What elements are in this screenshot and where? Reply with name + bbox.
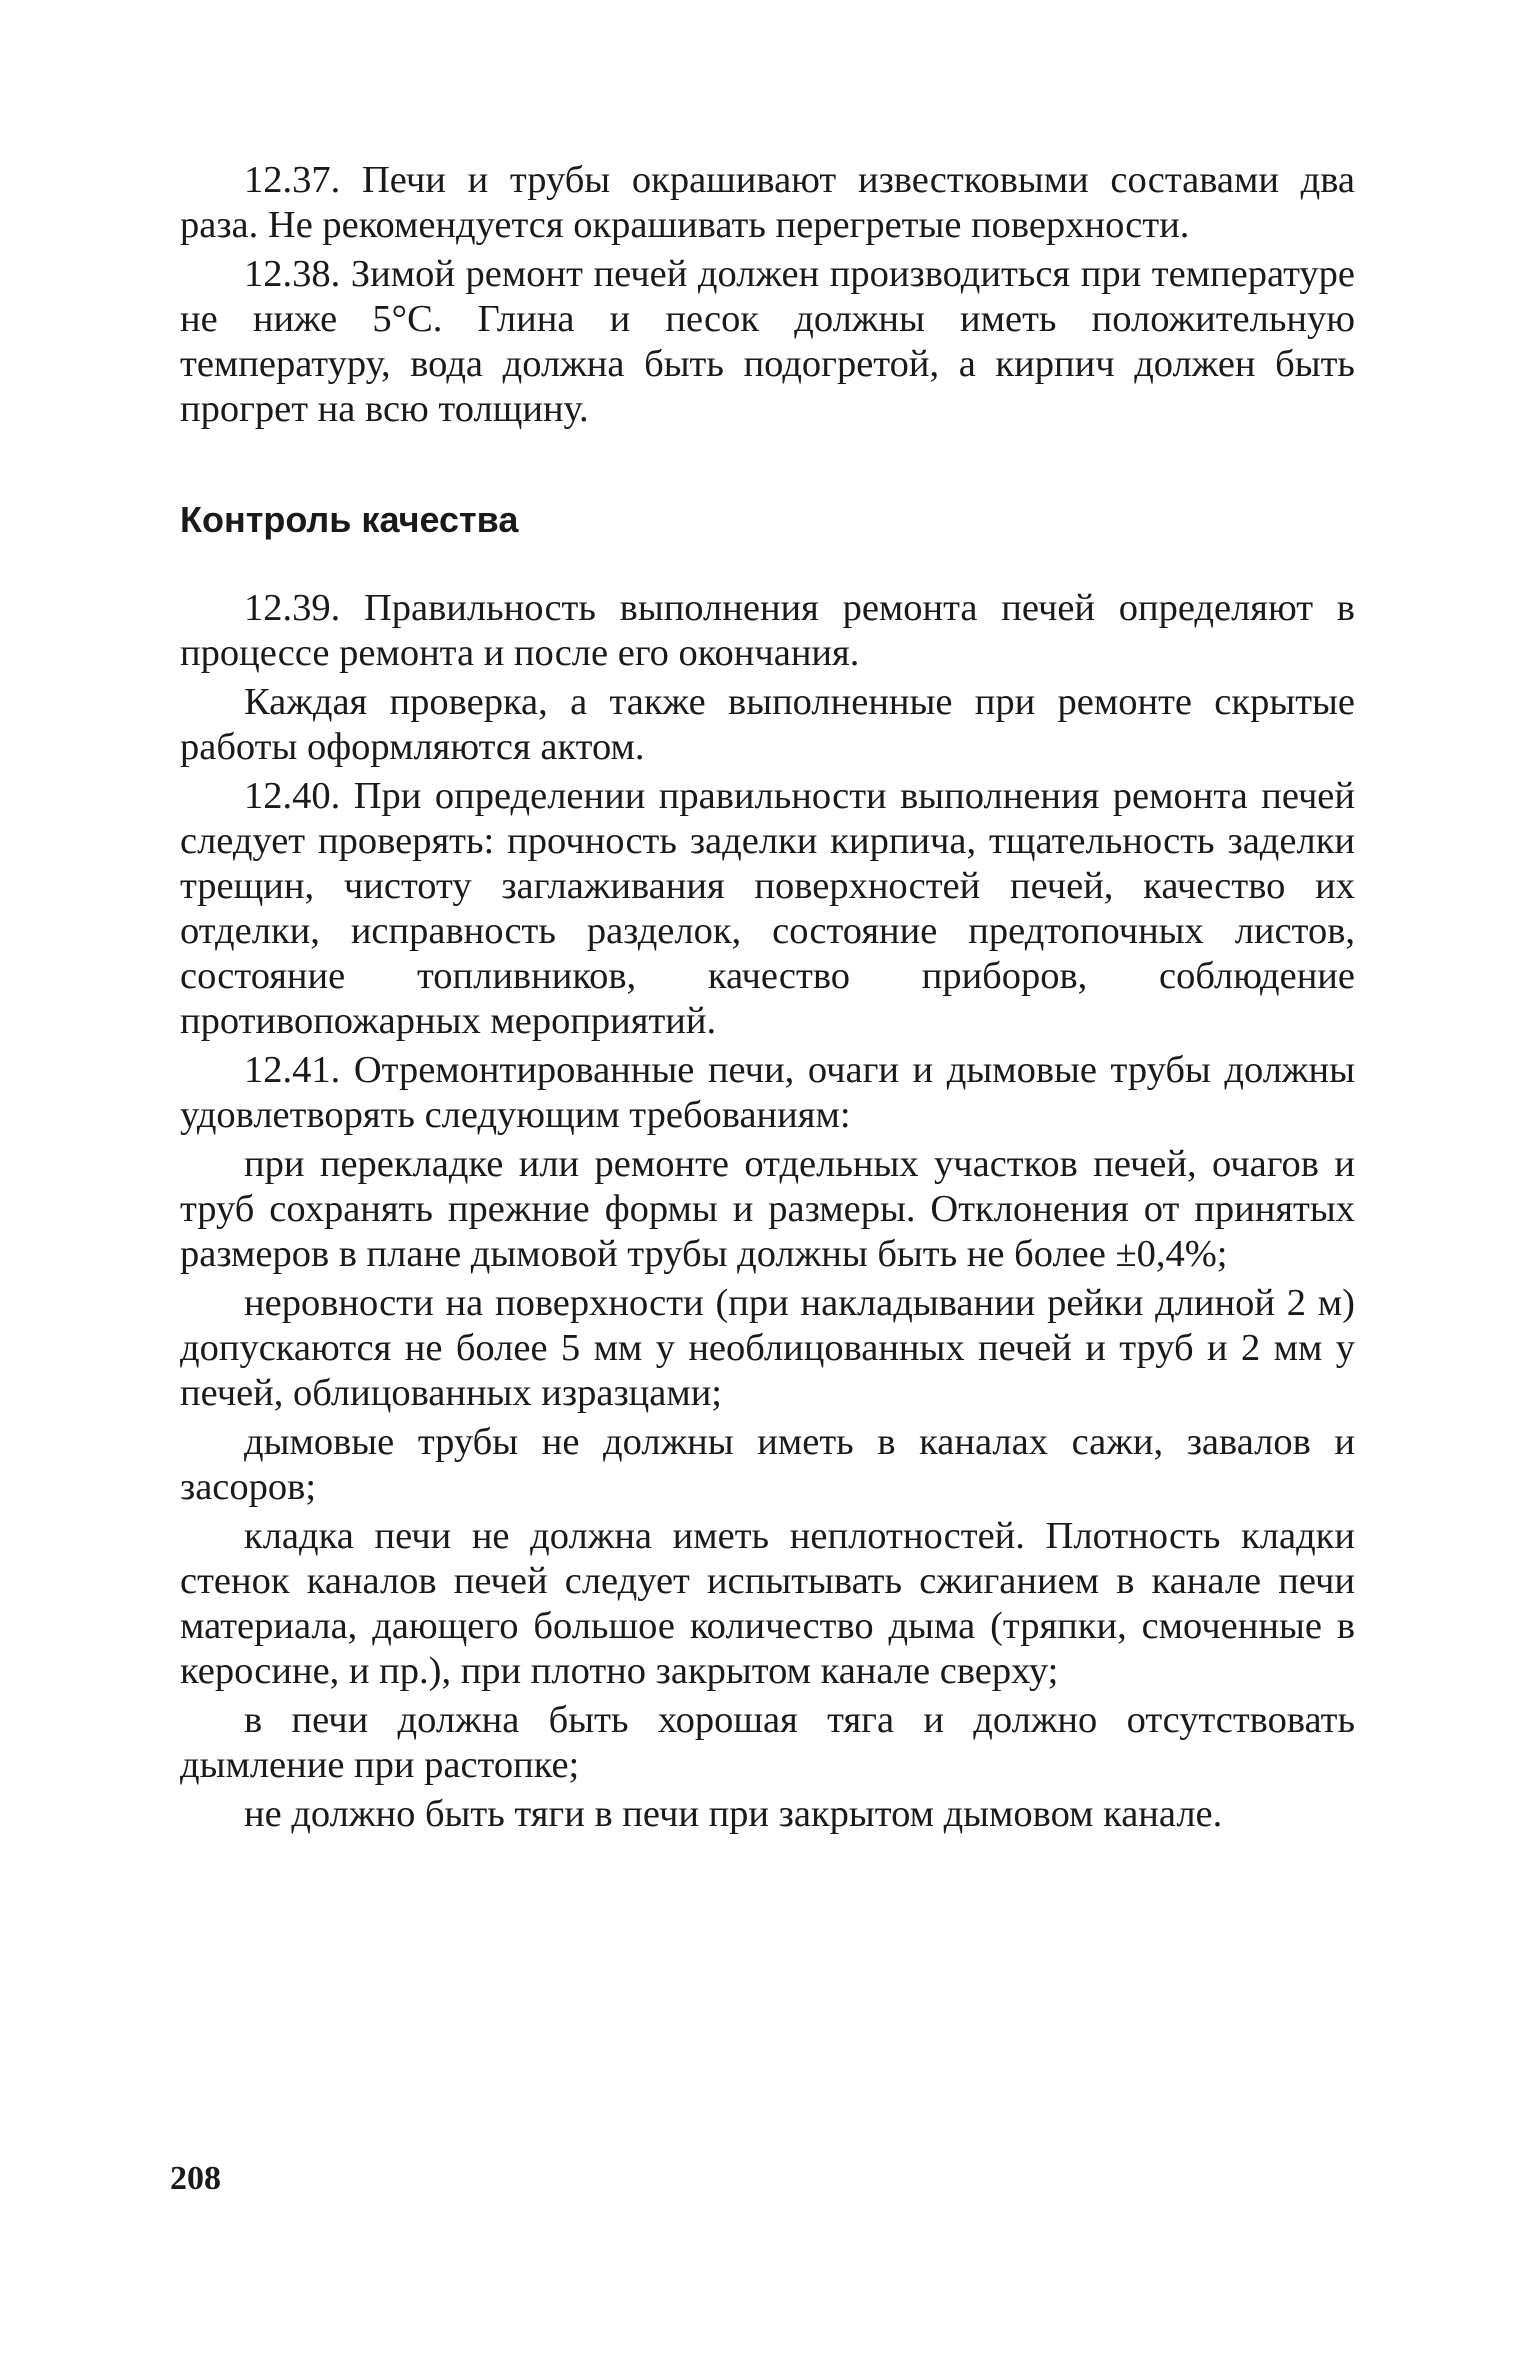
paragraph-12-41: 12.41. Отремонтированные печи, очаги и дымовые трубы должны удовлетворять следующим требованиям: (180, 1049, 1355, 1136)
page-number: 208 (170, 2160, 221, 2197)
requirement-item: неровности на поверхности (при накладывании рейки длиной 2 м) допускаются не более 5 мм у необлицованных печей и труб и 2 мм у печей, облицованных изразцами; (180, 1282, 1355, 1414)
requirement-item: дымовые трубы не должны иметь в каналах сажи, завалов и засоров; (180, 1421, 1355, 1508)
paragraph-12-37: 12.37. Печи и трубы окрашивают известковыми составами два раза. Не рекомендуется окрашивать перегретые поверхности. (180, 159, 1355, 246)
paragraph-12-40: 12.40. При определении правильности выполнения ремонта печей следует проверять: прочность заделки кирпича, тщательность заделки трещин, чистоту заглаживания поверхностей печей, качество их отделки, исправность разделок, состояние предтопочных листов, состояние топливников, качество приборов, соблюдение противопожарных мероприятий. (180, 775, 1355, 1042)
requirement-item: кладка печи не должна иметь неплотностей. Плотность кладки стенок каналов печей следует испытывать сжиганием в канале печи материала, дающего большое количество дыма (тряпки, смоченные в керосине, и пр.), при плотно закрытом канале сверху; (180, 1515, 1355, 1692)
requirement-item: в печи должна быть хорошая тяга и должно отсутствовать дымление при растопке; (180, 1699, 1355, 1786)
paragraph-12-38: 12.38. Зимой ремонт печей должен производиться при температуре не ниже 5°С. Глина и песок должны иметь положительную температуру, вода должна быть подогретой, а кирпич должен быть прогрет на всю толщину. (180, 253, 1355, 430)
requirement-item: не должно быть тяги в печи при закрытом дымовом канале. (244, 1793, 1223, 1835)
paragraph-12-39: 12.39. Правильность выполнения ремонта печей определяют в процессе ремонта и после его окончания. (180, 587, 1355, 674)
page-body (180, 158, 1355, 1841)
paragraph-inspection-note: Каждая проверка, а также выполненные при ремонте скрытые работы оформляются актом. (180, 681, 1355, 768)
requirement-item: при перекладке или ремонте отдельных участков печей, очагов и труб сохранять прежние формы и размеры. Отклонения от принятых размеров в плане дымовой трубы должны быть не более ±0,4%; (180, 1143, 1355, 1275)
section-heading: Контроль качества (180, 499, 519, 540)
